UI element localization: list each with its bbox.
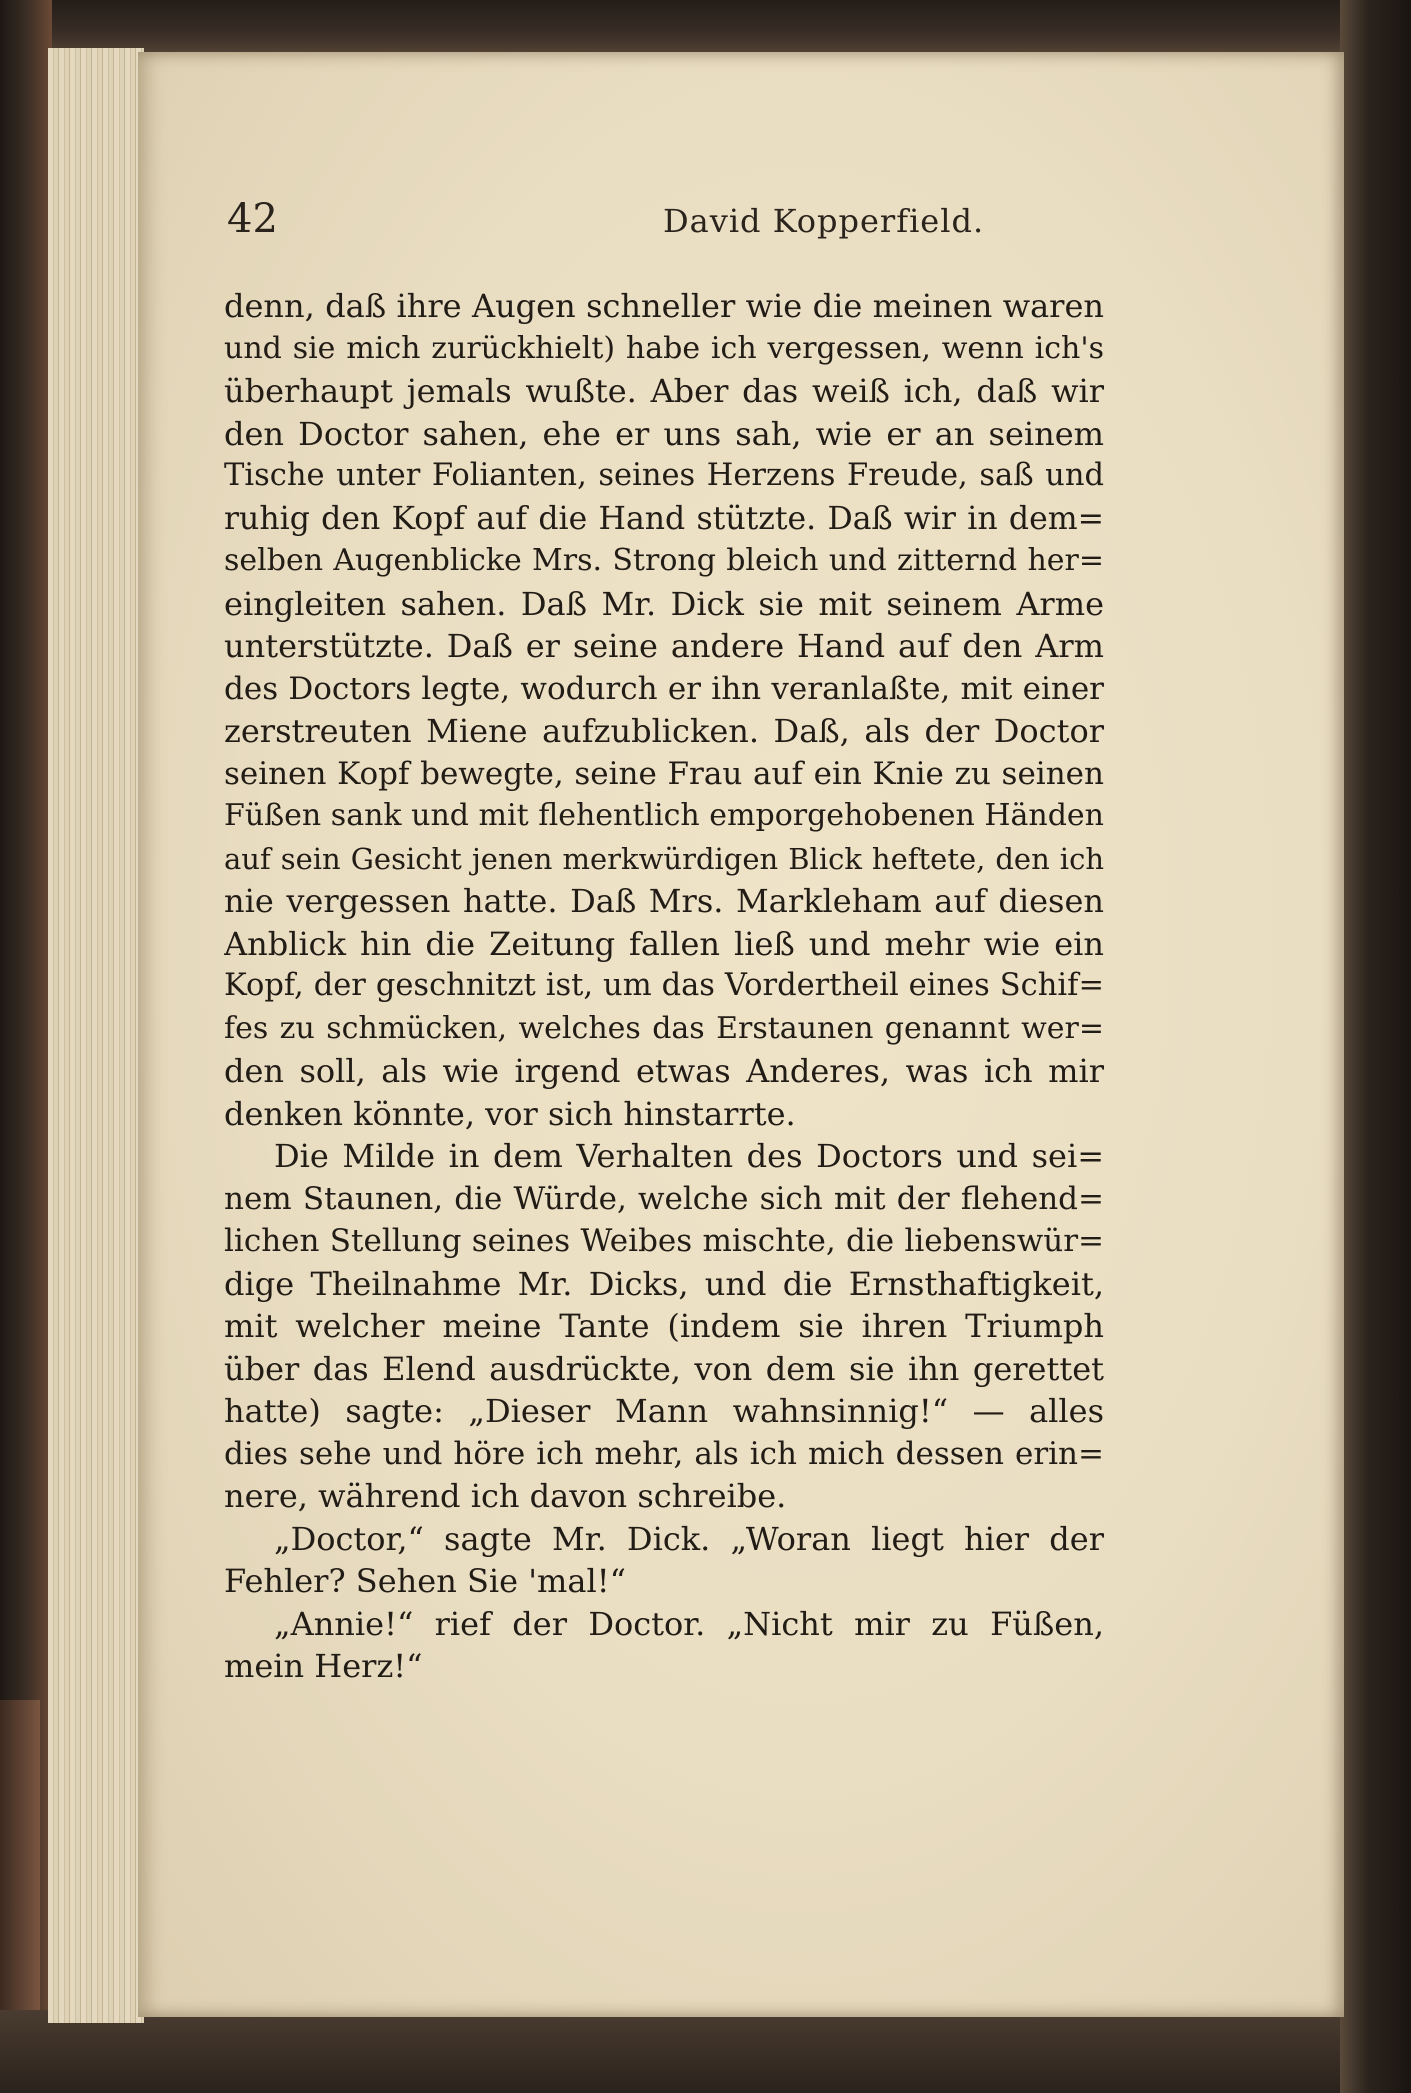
book-cover-right bbox=[1340, 0, 1411, 2093]
text-line: selben Augenblicke Mrs. Strong bleich und zitternd her= bbox=[224, 543, 1104, 578]
text-line: seinen Kopf bewegte, seine Frau auf ein Knie zu seinen bbox=[224, 755, 1104, 792]
text-line: denn, daß ihre Augen schneller wie die meinen waren bbox=[224, 287, 1104, 325]
text-line: Anblick hin die Zeitung fallen ließ und mehr wie ein bbox=[224, 924, 1104, 963]
text-line: auf sein Gesicht jenen merkwürdigen Blick heftete, den ich bbox=[224, 841, 1104, 876]
text-line: zerstreuten Miene aufzublicken. Daß, als der Doctor bbox=[224, 712, 1104, 750]
text-line: den soll, als wie irgend etwas Anderes, was ich mir bbox=[224, 1052, 1104, 1090]
text-line: „Doctor,“ sagte Mr. Dick. „Woran liegt hier der bbox=[274, 1519, 1104, 1558]
text-line: „Annie!“ rief der Doctor. „Nicht mir zu Füßen, bbox=[274, 1604, 1104, 1643]
text-line: Fehler? Sehen Sie 'mal!“ bbox=[224, 1562, 626, 1600]
text-line: Kopf, der geschnitzt ist, um das Vordertheil eines Schif= bbox=[224, 968, 1104, 1003]
text-line: über das Elend ausdrückte, von dem sie ihn gerettet bbox=[224, 1349, 1104, 1388]
text-line: nere, während ich davon schreibe. bbox=[224, 1477, 787, 1515]
book-cover-bottom bbox=[0, 2010, 1411, 2093]
text-line: überhaupt jemals wußte. Aber das weiß ich, daß wir bbox=[224, 372, 1104, 410]
text-line: den Doctor sahen, ehe er uns sah, wie er an seinem bbox=[224, 414, 1104, 453]
page-number: 42 bbox=[227, 196, 278, 242]
text-line: Tische unter Folianten, seines Herzens Freude, saß und bbox=[224, 458, 1104, 493]
text-line: ruhig den Kopf auf die Hand stützte. Daß wir in dem= bbox=[224, 500, 1104, 537]
text-line: mit welcher meine Tante (indem sie ihren Triumph bbox=[224, 1307, 1104, 1345]
text-line: denken könnte, vor sich hinstarrte. bbox=[224, 1094, 796, 1133]
text-line: Füßen sank und mit flehentlich emporgehobenen Händen bbox=[224, 798, 1104, 833]
text-line: dige Theilnahme Mr. Dicks, und die Ernsthaftigkeit, bbox=[224, 1264, 1104, 1303]
text-line: fes zu schmücken, welches das Erstaunen genannt wer= bbox=[224, 1010, 1104, 1046]
text-line: mein Herz!“ bbox=[224, 1647, 423, 1685]
book-cover-top bbox=[0, 0, 1411, 60]
text-line: nem Staunen, die Würde, welche sich mit der flehend= bbox=[224, 1180, 1104, 1217]
text-line: unterstützte. Daß er seine andere Hand auf den Arm bbox=[224, 627, 1104, 665]
running-title: David Kopperfield. bbox=[663, 202, 985, 240]
text-line: nie vergessen hatte. Daß Mrs. Markleham auf diesen bbox=[224, 882, 1104, 920]
text-line: dies sehe und höre ich mehr, als ich mich dessen erin= bbox=[224, 1435, 1104, 1472]
page-edges-stack bbox=[48, 48, 144, 2023]
text-line: Die Milde in dem Verhalten des Doctors und sei= bbox=[274, 1137, 1104, 1175]
text-line: des Doctors legte, wodurch er ihn veranlaßte, mit einer bbox=[224, 670, 1104, 707]
text-line: eingleiten sahen. Daß Mr. Dick sie mit seinem Arme bbox=[224, 584, 1104, 623]
body-text bbox=[224, 285, 1104, 1688]
text-line: hatte) sagte: „Dieser Mann wahnsinnig!“ — alles bbox=[224, 1392, 1104, 1430]
text-line: und sie mich zurückhielt) habe ich vergessen, wenn ich's bbox=[224, 330, 1104, 366]
text-line: lichen Stellung seines Weibes mischte, die liebenswür= bbox=[224, 1223, 1104, 1259]
